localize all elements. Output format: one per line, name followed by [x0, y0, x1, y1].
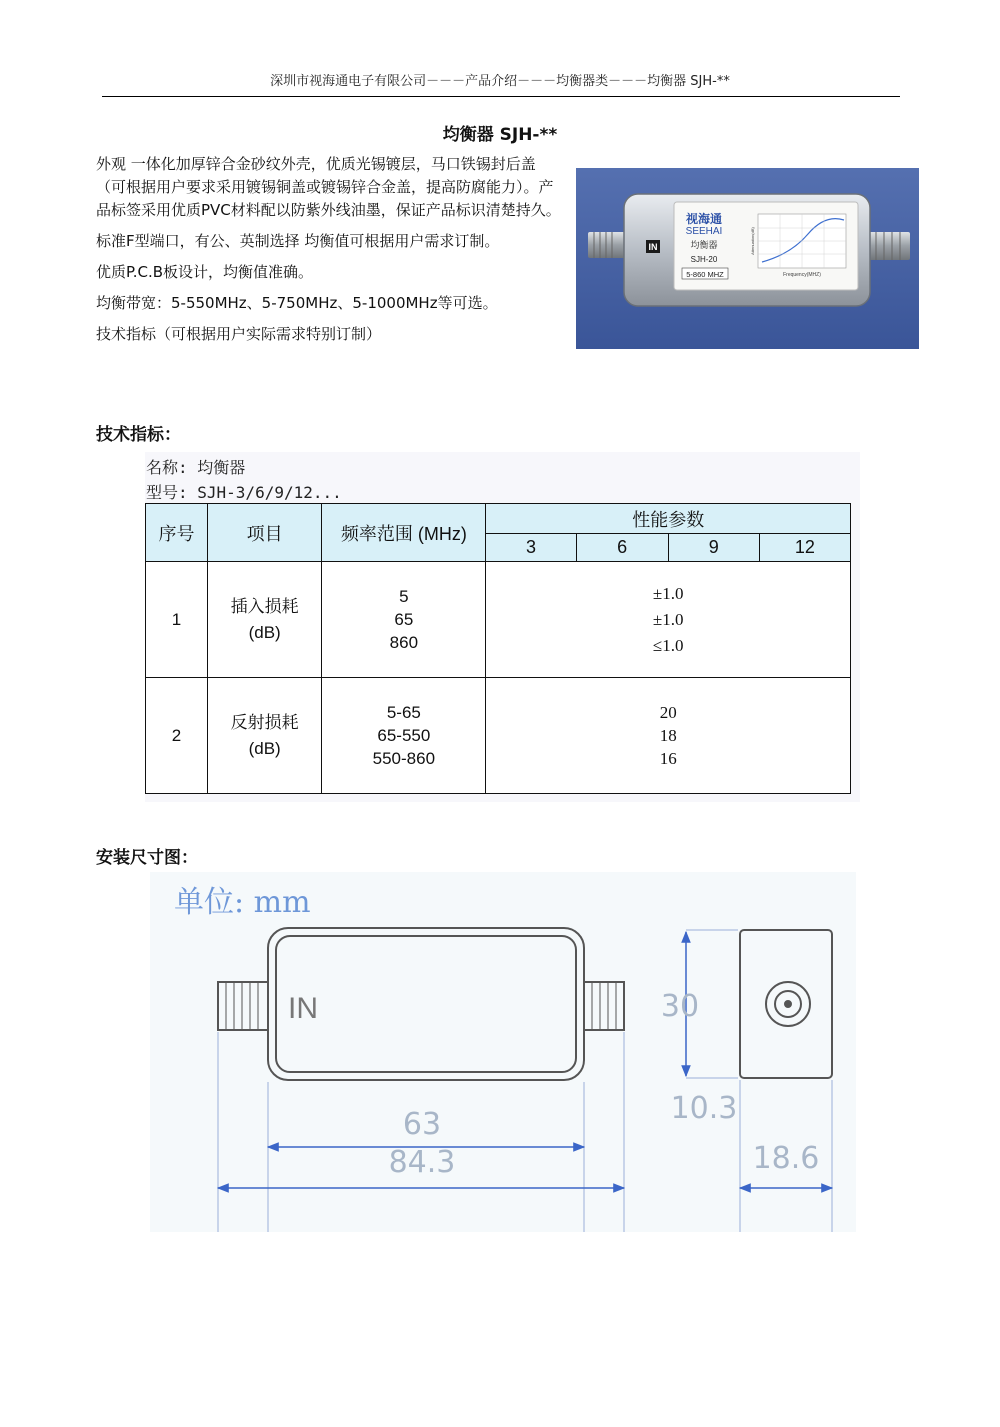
perf-col-6: 6 [576, 534, 668, 562]
row-freq: 550-860 [372, 749, 436, 768]
spec-heading: 技术指标： [96, 425, 181, 445]
photo-port-label: IN [648, 242, 658, 252]
drawing-port-label: IN [288, 992, 318, 1025]
row-no: 1 [146, 562, 208, 678]
header-freq: 频率范围 (MHz) [322, 504, 486, 562]
page-header: 深圳市视海通电子有限公司－－－产品介绍－－－均衡器类－－－均衡器 SJH-** [270, 74, 730, 89]
spec-table [145, 503, 851, 794]
row-item-unit: (dB) [248, 738, 281, 758]
dimension-drawing [150, 872, 856, 1232]
row-item-name: 插入损耗 [230, 596, 299, 616]
row-value: 20 [659, 703, 677, 722]
brand-en: SEEHAI [685, 226, 723, 237]
label-product: 均衡器 [690, 241, 718, 251]
dim-width: 18.6 [752, 1141, 820, 1176]
row-item [208, 678, 322, 794]
label-band: 5-860 MHZ [686, 270, 724, 279]
install-heading: 安装尺寸图： [96, 848, 198, 868]
intro-paragraph-ports: 标准F型端口，有公、英制选择 均衡值可根据用户需求订制。 [96, 232, 500, 250]
header-divider [102, 96, 900, 97]
dim-height: 30 [660, 989, 700, 1024]
row-value: ≤1.0 [652, 635, 684, 655]
intro-text [96, 153, 564, 354]
header-item: 项目 [208, 504, 322, 562]
spec-model-line: 型号: SJH-3/6/9/12... [146, 483, 342, 502]
right-connector [866, 232, 910, 260]
row-freq: 65-550 [377, 726, 431, 745]
table-row [146, 562, 851, 678]
row-no: 2 [146, 678, 208, 794]
row-value: 18 [659, 726, 677, 745]
left-connector [588, 232, 628, 258]
table-row [146, 678, 851, 794]
row-value: ±1.0 [652, 609, 684, 629]
row-item-unit: (dB) [248, 622, 281, 642]
header-perf: 性能参数 [486, 504, 851, 534]
header-no: 序号 [146, 504, 208, 562]
dim-depth: 10.3 [670, 1091, 738, 1126]
intro-paragraph-spec-note: 技术指标（可根据用户实际需求特别订制） [96, 325, 382, 343]
row-values [486, 562, 851, 678]
row-value: ±1.0 [652, 583, 684, 603]
intro-paragraph-appearance: 外观 一体化加厚锌合金砂纹外壳，优质光锡镀层，马口铁锡封后盖（可根据用户要求采用镀锡铜盖或镀锡锌合金盖，提高防腐能力）。产品标签采用优质PVC材料配以防紫外线油墨，保证产品标识清楚持久。 [96, 155, 561, 219]
dim-inner-length: 63 [402, 1107, 442, 1142]
brand-cn: 视海通 [685, 212, 723, 226]
graph-ylabel: Attenuation(dB) [750, 227, 755, 255]
page-title: 均衡器 SJH-** [442, 125, 558, 145]
row-freqs [322, 678, 486, 794]
row-freq: 5 [399, 587, 409, 606]
graph-xlabel: Frequency(MHZ) [783, 272, 821, 278]
row-item [208, 562, 322, 678]
row-value: 16 [659, 749, 677, 768]
intro-paragraph-bandwidth: 均衡带宽：5-550MHz、5-750MHz、5-1000MHz等可选。 [96, 294, 498, 312]
row-freq: 860 [389, 633, 419, 652]
product-photo [576, 168, 919, 349]
perf-col-12: 12 [759, 534, 850, 562]
dim-total-length: 84.3 [388, 1145, 456, 1180]
unit-label: 单位: mm [174, 885, 311, 920]
row-freq: 5-65 [386, 703, 421, 722]
perf-col-9: 9 [668, 534, 759, 562]
row-item-name: 反射损耗 [230, 712, 299, 732]
row-values [486, 678, 851, 794]
spec-name-line: 名称: 均衡器 [146, 458, 246, 477]
label-model: SJH-20 [690, 255, 718, 264]
row-freq: 65 [394, 610, 414, 629]
row-freqs [322, 562, 486, 678]
perf-col-3: 3 [486, 534, 576, 562]
intro-paragraph-pcb: 优质P.C.B板设计，均衡值准确。 [96, 263, 314, 281]
